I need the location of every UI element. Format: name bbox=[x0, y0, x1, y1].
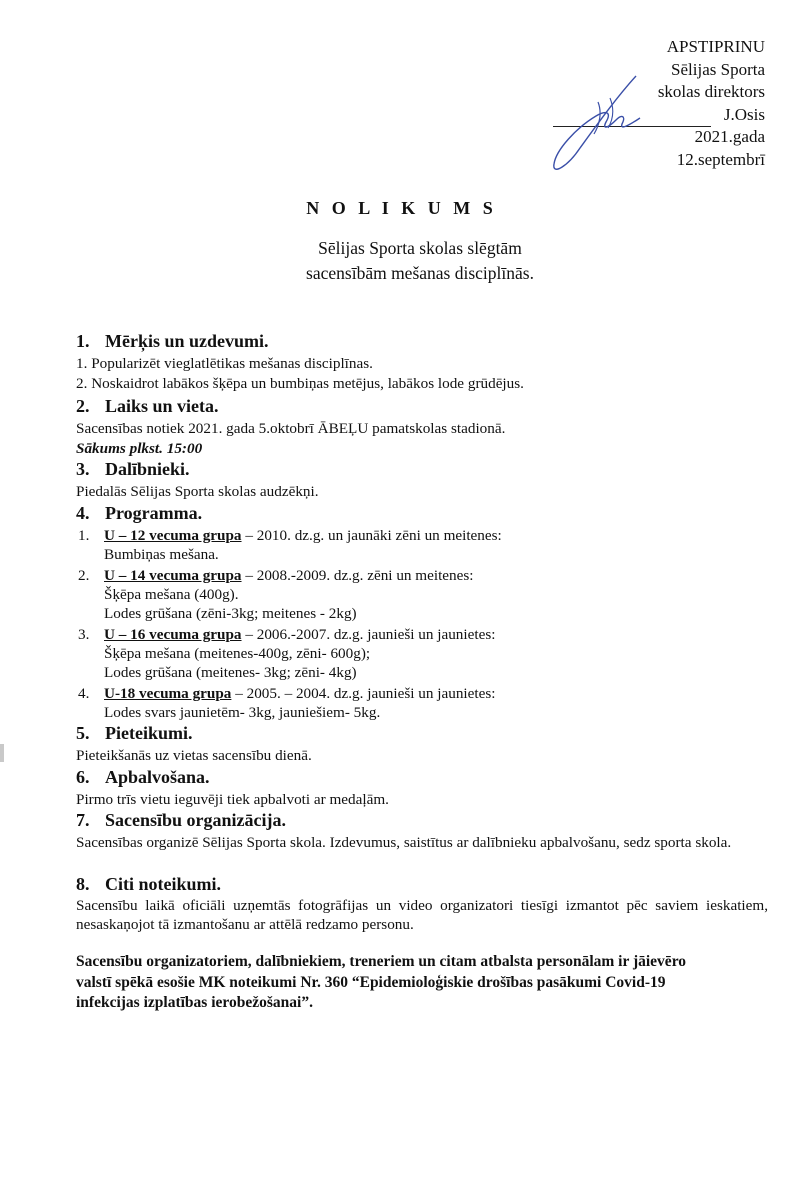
section-1-line: 1. Popularizēt vieglatlētikas mešanas disciplīnas. bbox=[76, 355, 373, 372]
section-7-text: Sacensības organizē Sēlijas Sporta skola. Izdevumus, saistītus ar dalībnieku apbalvošanu, sedz sporta skola. bbox=[76, 834, 732, 851]
section-1-line: 2. Noskaidrot labākos šķēpa un bumbiņas metējus, labākos lode grūdējus. bbox=[76, 375, 524, 392]
section-3-heading: 3. Dalībnieki. bbox=[76, 459, 190, 479]
age-group: U-18 vecuma grupa bbox=[104, 685, 232, 702]
document-title: N O L I K U M S bbox=[306, 198, 497, 218]
program-detail: Bumbiņas mešana. bbox=[104, 546, 219, 563]
notice-line: Sacensību organizatoriem, dalībniekiem, treneriem un citam atbalsta personālam ir jāievēro bbox=[76, 953, 687, 970]
section-2-line: Sacensības notiek 2021. gada 5.oktobrī ĀBEĻU pamatskolas stadionā. bbox=[76, 420, 506, 437]
program-item: 4. U-18 vecuma grupa – 2005. – 2004. dz.g. jaunieši un jaunietes: bbox=[78, 685, 496, 702]
section-5-line: Pieteikšanās uz vietas sacensību dienā. bbox=[76, 747, 312, 764]
section-5-heading: 5. Pieteikumi. bbox=[76, 723, 193, 743]
age-group: U – 12 vecuma grupa bbox=[104, 527, 242, 544]
start-time: Sākums plkst. 15:00 bbox=[76, 440, 203, 457]
program-detail: Lodes svars jaunietēm- 3kg, jauniešiem- 5kg. bbox=[104, 704, 381, 721]
notice-line: infekcijas izplatības ierobežošanai”. bbox=[76, 994, 313, 1011]
notice-line: valstī spēkā esošie MK noteikumi Nr. 360 “Epidemioloģiskie drošības pasākumi Covid-19 bbox=[76, 973, 666, 991]
program-detail: Šķēpa mešana (400g). bbox=[104, 586, 239, 603]
age-group: U – 16 vecuma grupa bbox=[104, 626, 242, 643]
section-1-heading: 1. Mērķis un uzdevumi. bbox=[76, 331, 269, 351]
scan-edge-mark bbox=[0, 744, 4, 762]
approval-date: 2021.gada bbox=[694, 127, 765, 146]
approval-signer: J.Osis bbox=[723, 104, 765, 124]
program-item: 3. U – 16 vecuma grupa – 2006.-2007. dz.g. jaunieši un jaunietes: bbox=[78, 626, 496, 643]
program-detail: Lodes grūšana (meitenes- 3kg; zēni- 4kg) bbox=[104, 664, 357, 681]
approval-heading: APSTIPRINU bbox=[666, 37, 765, 56]
section-6-line: Pirmo trīs vietu ieguvēji tiek apbalvoti ar medaļām. bbox=[76, 791, 389, 808]
section-8-heading: 8. Citi noteikumi. bbox=[76, 874, 222, 894]
program-item: 1. U – 12 vecuma grupa – 2010. dz.g. un jaunāki zēni un meitenes: bbox=[78, 527, 502, 544]
program-detail: Šķēpa mešana (meitenes-400g, zēni- 600g); bbox=[104, 645, 371, 662]
subtitle-line: sacensībām mešanas disciplīnās. bbox=[306, 263, 534, 283]
covid-notice bbox=[76, 952, 768, 1014]
handwritten-signature bbox=[536, 68, 646, 180]
approval-line: skolas direktors bbox=[657, 82, 765, 101]
document-subtitle bbox=[200, 236, 640, 286]
section-3-line: Piedalās Sēlijas Sporta skolas audzēkņi. bbox=[76, 483, 319, 500]
approval-line: Sēlijas Sporta bbox=[671, 59, 765, 79]
section-4-heading: 4. Programma. bbox=[76, 503, 203, 523]
subtitle-line: Sēlijas Sporta skolas slēgtām bbox=[318, 238, 522, 258]
program-item: 2. U – 14 vecuma grupa – 2008.-2009. dz.g. zēni un meitenes: bbox=[78, 567, 474, 584]
approval-date: 12.septembrī bbox=[676, 149, 765, 169]
section-2-heading: 2. Laiks un vieta. bbox=[76, 396, 219, 416]
age-group: U – 14 vecuma grupa bbox=[104, 567, 242, 584]
section-7-heading: 7. Sacensību organizācija. bbox=[76, 810, 287, 830]
section-8-text: Sacensību laikā oficiāli uzņemtās fotogrāfijas un video organizatori tiesīgi izmantot pēc saviem ieskatiem, nesaskaņojot tā izmantošanu ar attēlā redzamo personu. bbox=[76, 897, 768, 933]
program-detail: Lodes grūšana (zēni-3kg; meitenes - 2kg) bbox=[104, 605, 357, 622]
section-6-heading: 6. Apbalvošana. bbox=[76, 767, 210, 787]
